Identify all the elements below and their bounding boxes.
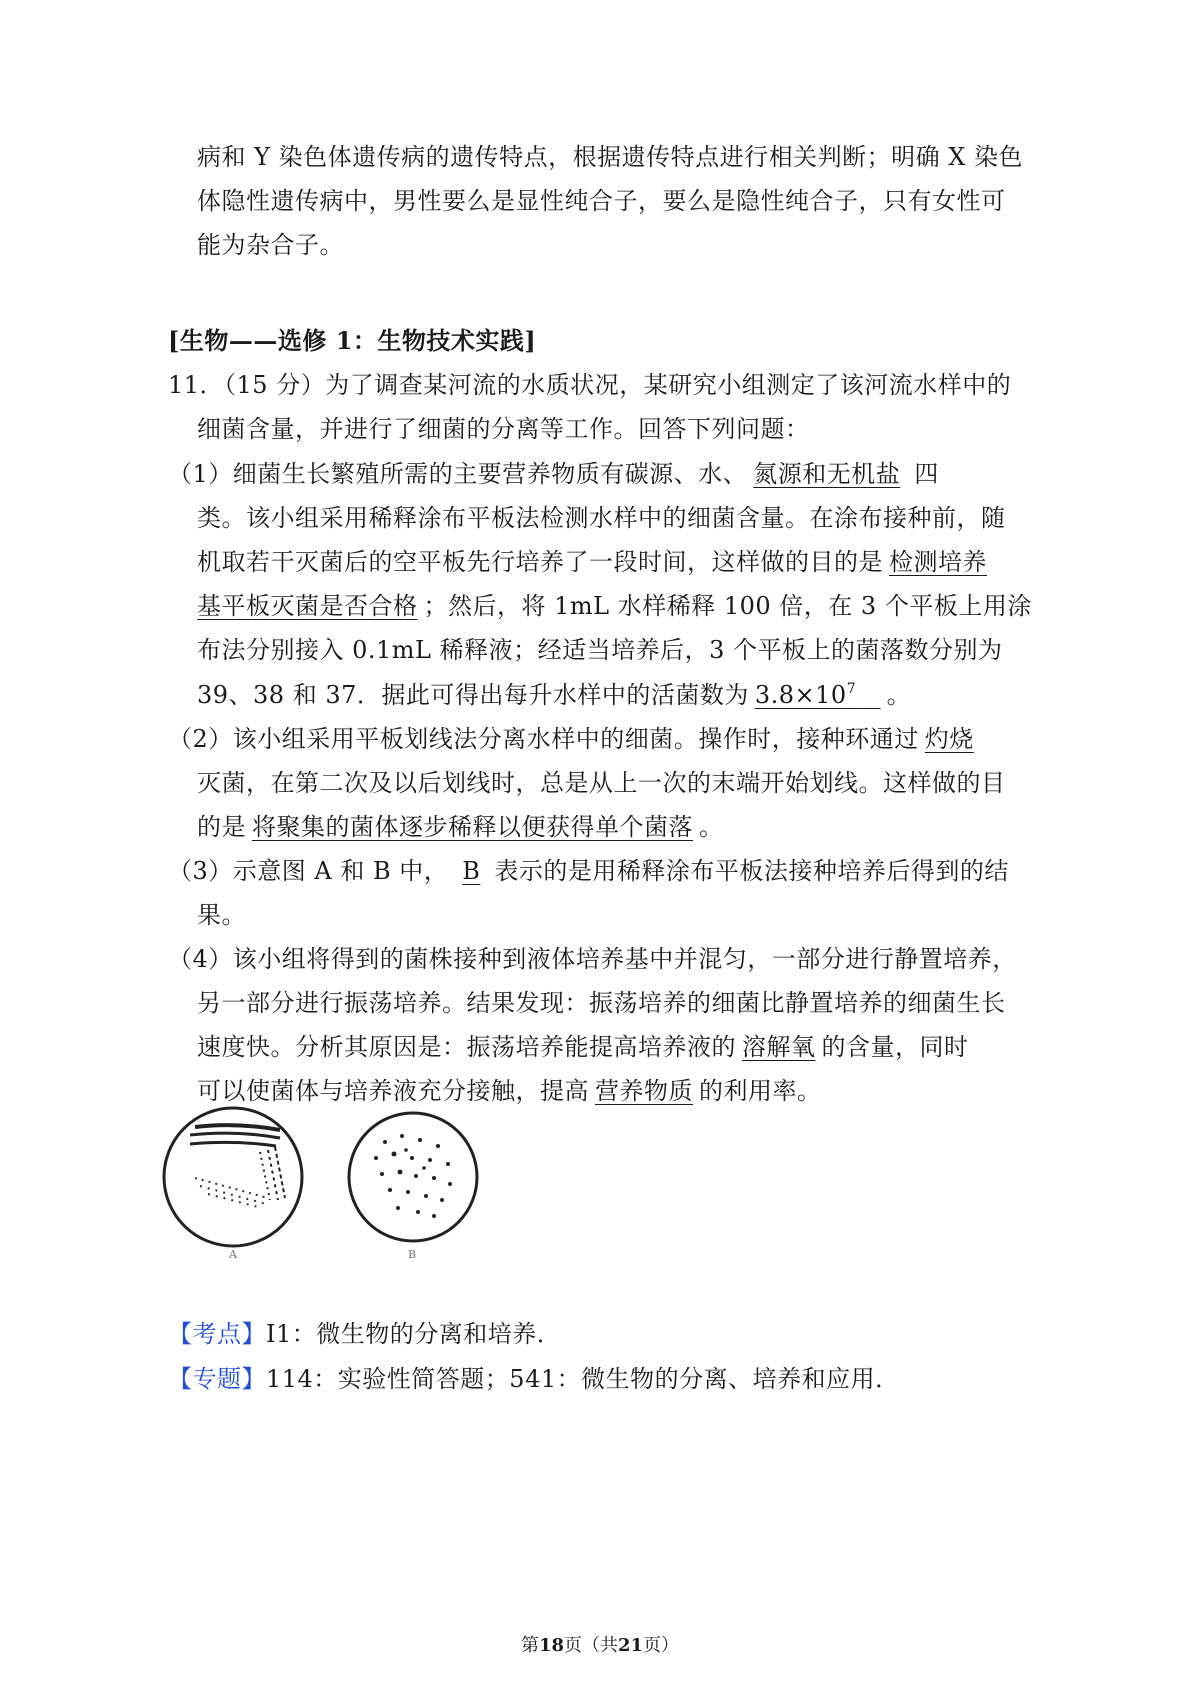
page-total: 21 — [618, 1635, 644, 1656]
kaodian-text: I1：微生物的分离和培养． — [266, 1320, 562, 1348]
answer-flame-sterilize: 灼烧 — [924, 725, 974, 753]
answer-sterility-check-part2: 基平板灭菌是否合格 — [197, 592, 418, 620]
p3-line-2: 果。 — [197, 901, 246, 929]
p1-text: 。 — [886, 681, 912, 709]
p4-text: 速度快。分析其原因是：振荡培养能提高培养液的 — [197, 1033, 736, 1061]
p1-text: （1）细菌生长繁殖所需的主要营养物质有碳源、水、 — [168, 460, 748, 488]
answer-count-base: 3.8×10 — [754, 681, 847, 709]
question-line-1: 11．（15 分）为了调查某河流的水质状况，某研究小组测定了该河流水样中的 — [168, 371, 1012, 399]
p2-text: 的是 — [197, 813, 246, 841]
answer-sterility-check-part1: 检测培养 — [889, 548, 987, 576]
zhuanti-tag: 【专题】 — [168, 1365, 266, 1393]
p2-line-2: 灭菌，在第二次及以后划线时，总是从上一次的末端开始划线。这样做的目 — [197, 769, 1006, 797]
p2-text: 。 — [699, 813, 724, 841]
intro-line-3: 能为杂合子。 — [197, 231, 344, 259]
footer-text: 页（共 — [564, 1635, 618, 1656]
zhuanti-line — [168, 1363, 900, 1395]
p4-text: 可以使菌体与培养液充分接触，提高 — [197, 1077, 589, 1105]
plate-a-streak — [164, 1108, 302, 1246]
p2-text: （2）该小组采用平板划线法分离水样中的细菌。操作时，接种环通过 — [168, 725, 919, 753]
p1-text: 39、38 和 37．据此可得出每升水样中的活菌数为 — [197, 681, 749, 709]
p2-line-3 — [197, 811, 724, 843]
figure-label-a: A — [229, 1248, 237, 1261]
figure-label-b: B — [408, 1248, 417, 1261]
p1-text: ；然后，将 1mL 水样稀释 100 倍，在 3 个平板上用涂 — [423, 592, 1032, 620]
answer-nutrients: 营养物质 — [595, 1077, 693, 1105]
p2-line-1 — [168, 723, 980, 755]
plate-figure — [150, 1100, 510, 1280]
p1-text: 四 — [914, 460, 939, 488]
kaodian-line — [168, 1318, 561, 1350]
p4-line-2: 另一部分进行振荡培养。结果发现：振荡培养的细菌比静置培养的细菌生长 — [197, 989, 1006, 1017]
intro-line-1: 病和 Y 染色体遗传病的遗传特点，根据遗传特点进行相关判断；明确 X 染色 — [197, 143, 1023, 171]
p1-line-3 — [197, 546, 993, 578]
footer-text: 页） — [643, 1635, 680, 1656]
p1-line-2: 类。该小组采用稀释涂布平板法检测水样中的细菌含量。在涂布接种前，随 — [197, 504, 1006, 532]
p3-text: （3）示意图 A 和 B 中， — [168, 857, 449, 885]
p4-text: 的含量，同时 — [821, 1033, 969, 1061]
intro-line-2: 体隐性遗传病中，男性要么是显性纯合子，要么是隐性纯合子，只有女性可 — [197, 187, 1006, 215]
answer-count-exponent: 7 — [846, 681, 857, 697]
answer-dissolved-oxygen: 溶解氧 — [742, 1033, 816, 1061]
p1-line-6 — [197, 679, 911, 711]
question-line-2: 细菌含量，并进行了细菌的分离等工作。回答下列问题： — [197, 415, 810, 443]
zhuanti-text: 114：实验性简答题；541：微生物的分离、培养和应用． — [266, 1365, 900, 1393]
p4-line-3 — [197, 1031, 969, 1063]
page-number: 18 — [538, 1635, 564, 1656]
p3-line-1 — [168, 855, 1009, 887]
answer-single-colony: 将聚集的菌体逐步稀释以便获得单个菌落 — [252, 813, 693, 841]
p1-text: 机取若干灭菌后的空平板先行培养了一段时间，这样做的目的是 — [197, 548, 883, 576]
p1-line-4 — [197, 590, 1032, 622]
kaodian-tag: 【考点】 — [168, 1320, 266, 1348]
p4-line-1: （4）该小组将得到的菌株接种到液体培养基中并混匀，一部分进行静置培养， — [168, 945, 1017, 973]
p1-line-1 — [168, 458, 939, 490]
footer-text: 第 — [520, 1635, 539, 1656]
plate-b-spread — [349, 1113, 477, 1241]
p3-text: 表示的是用稀释涂布平板法接种培养后得到的结 — [494, 857, 1009, 885]
section-title: [生物——选修 1：生物技术实践] — [168, 326, 537, 355]
answer-figure-b: B — [462, 857, 481, 885]
answer-bacteria-count — [749, 681, 887, 709]
page-footer — [0, 1634, 1200, 1658]
p4-text: 的利用率。 — [699, 1077, 822, 1105]
answer-nitrogen-salts: 氮源和无机盐 — [753, 460, 901, 488]
p1-line-5: 布法分别接入 0.1mL 稀释液；经适当培养后，3 个平板上的菌落数分别为 — [197, 636, 1003, 664]
